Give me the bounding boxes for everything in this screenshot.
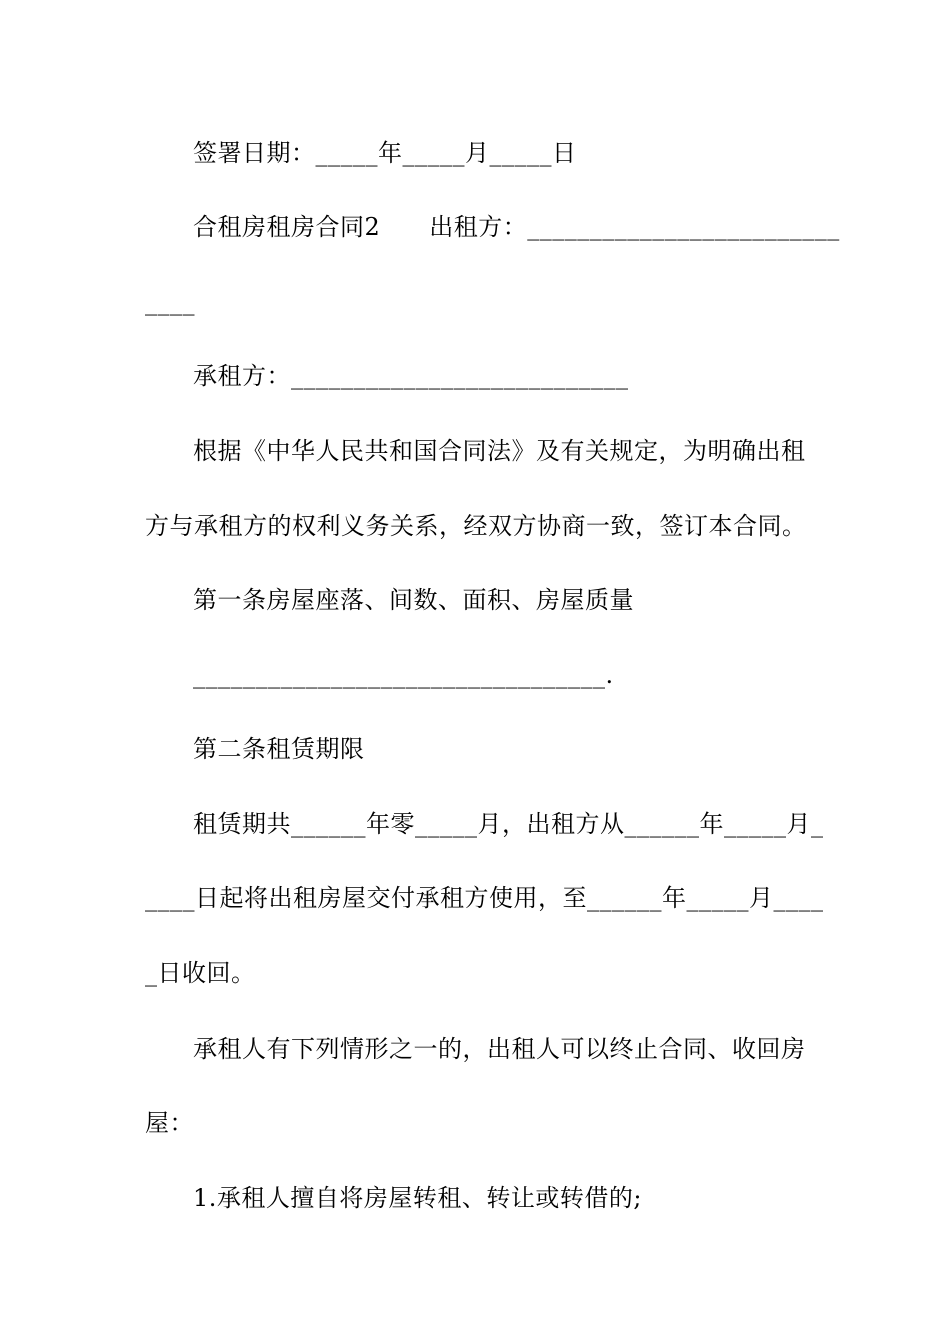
preamble-line-2: 方与承租方的权利义务关系，经双方协商一致，签订本合同。 — [145, 512, 807, 540]
article-1-heading: 第一条房屋座落、间数、面积、房屋质量 — [193, 586, 634, 614]
termination-item-1: 1.承租人擅自将房屋转租、转让或转借的; — [193, 1184, 642, 1212]
lease-term-line-3: _日收回。 — [145, 959, 256, 987]
signing-date-line: 签署日期：_____年_____月_____日 — [193, 139, 577, 167]
lease-term-line-1: 租赁期共______年零_____月，出租方从______年_____月_ — [193, 810, 824, 838]
contract-title-lessor-line: 合租房租房合同2 出租方：_________________________ — [193, 213, 840, 241]
preamble-line-1: 根据《中华人民共和国合同法》及有关规定，为明确出租 — [193, 437, 806, 465]
termination-line-1: 承租人有下列情形之一的，出租人可以终止合同、收回房 — [193, 1035, 806, 1063]
lease-term-line-2: ____日起将出租房屋交付承租方使用，至______年_____月____ — [145, 884, 824, 912]
lessee-line: 承租方：___________________________ — [193, 362, 629, 390]
article-1-blank: _________________________________. — [193, 661, 614, 689]
article-2-heading: 第二条租赁期限 — [193, 735, 365, 763]
termination-line-2: 屋： — [145, 1109, 194, 1137]
lessor-blank-continuation: ____ — [145, 288, 195, 316]
